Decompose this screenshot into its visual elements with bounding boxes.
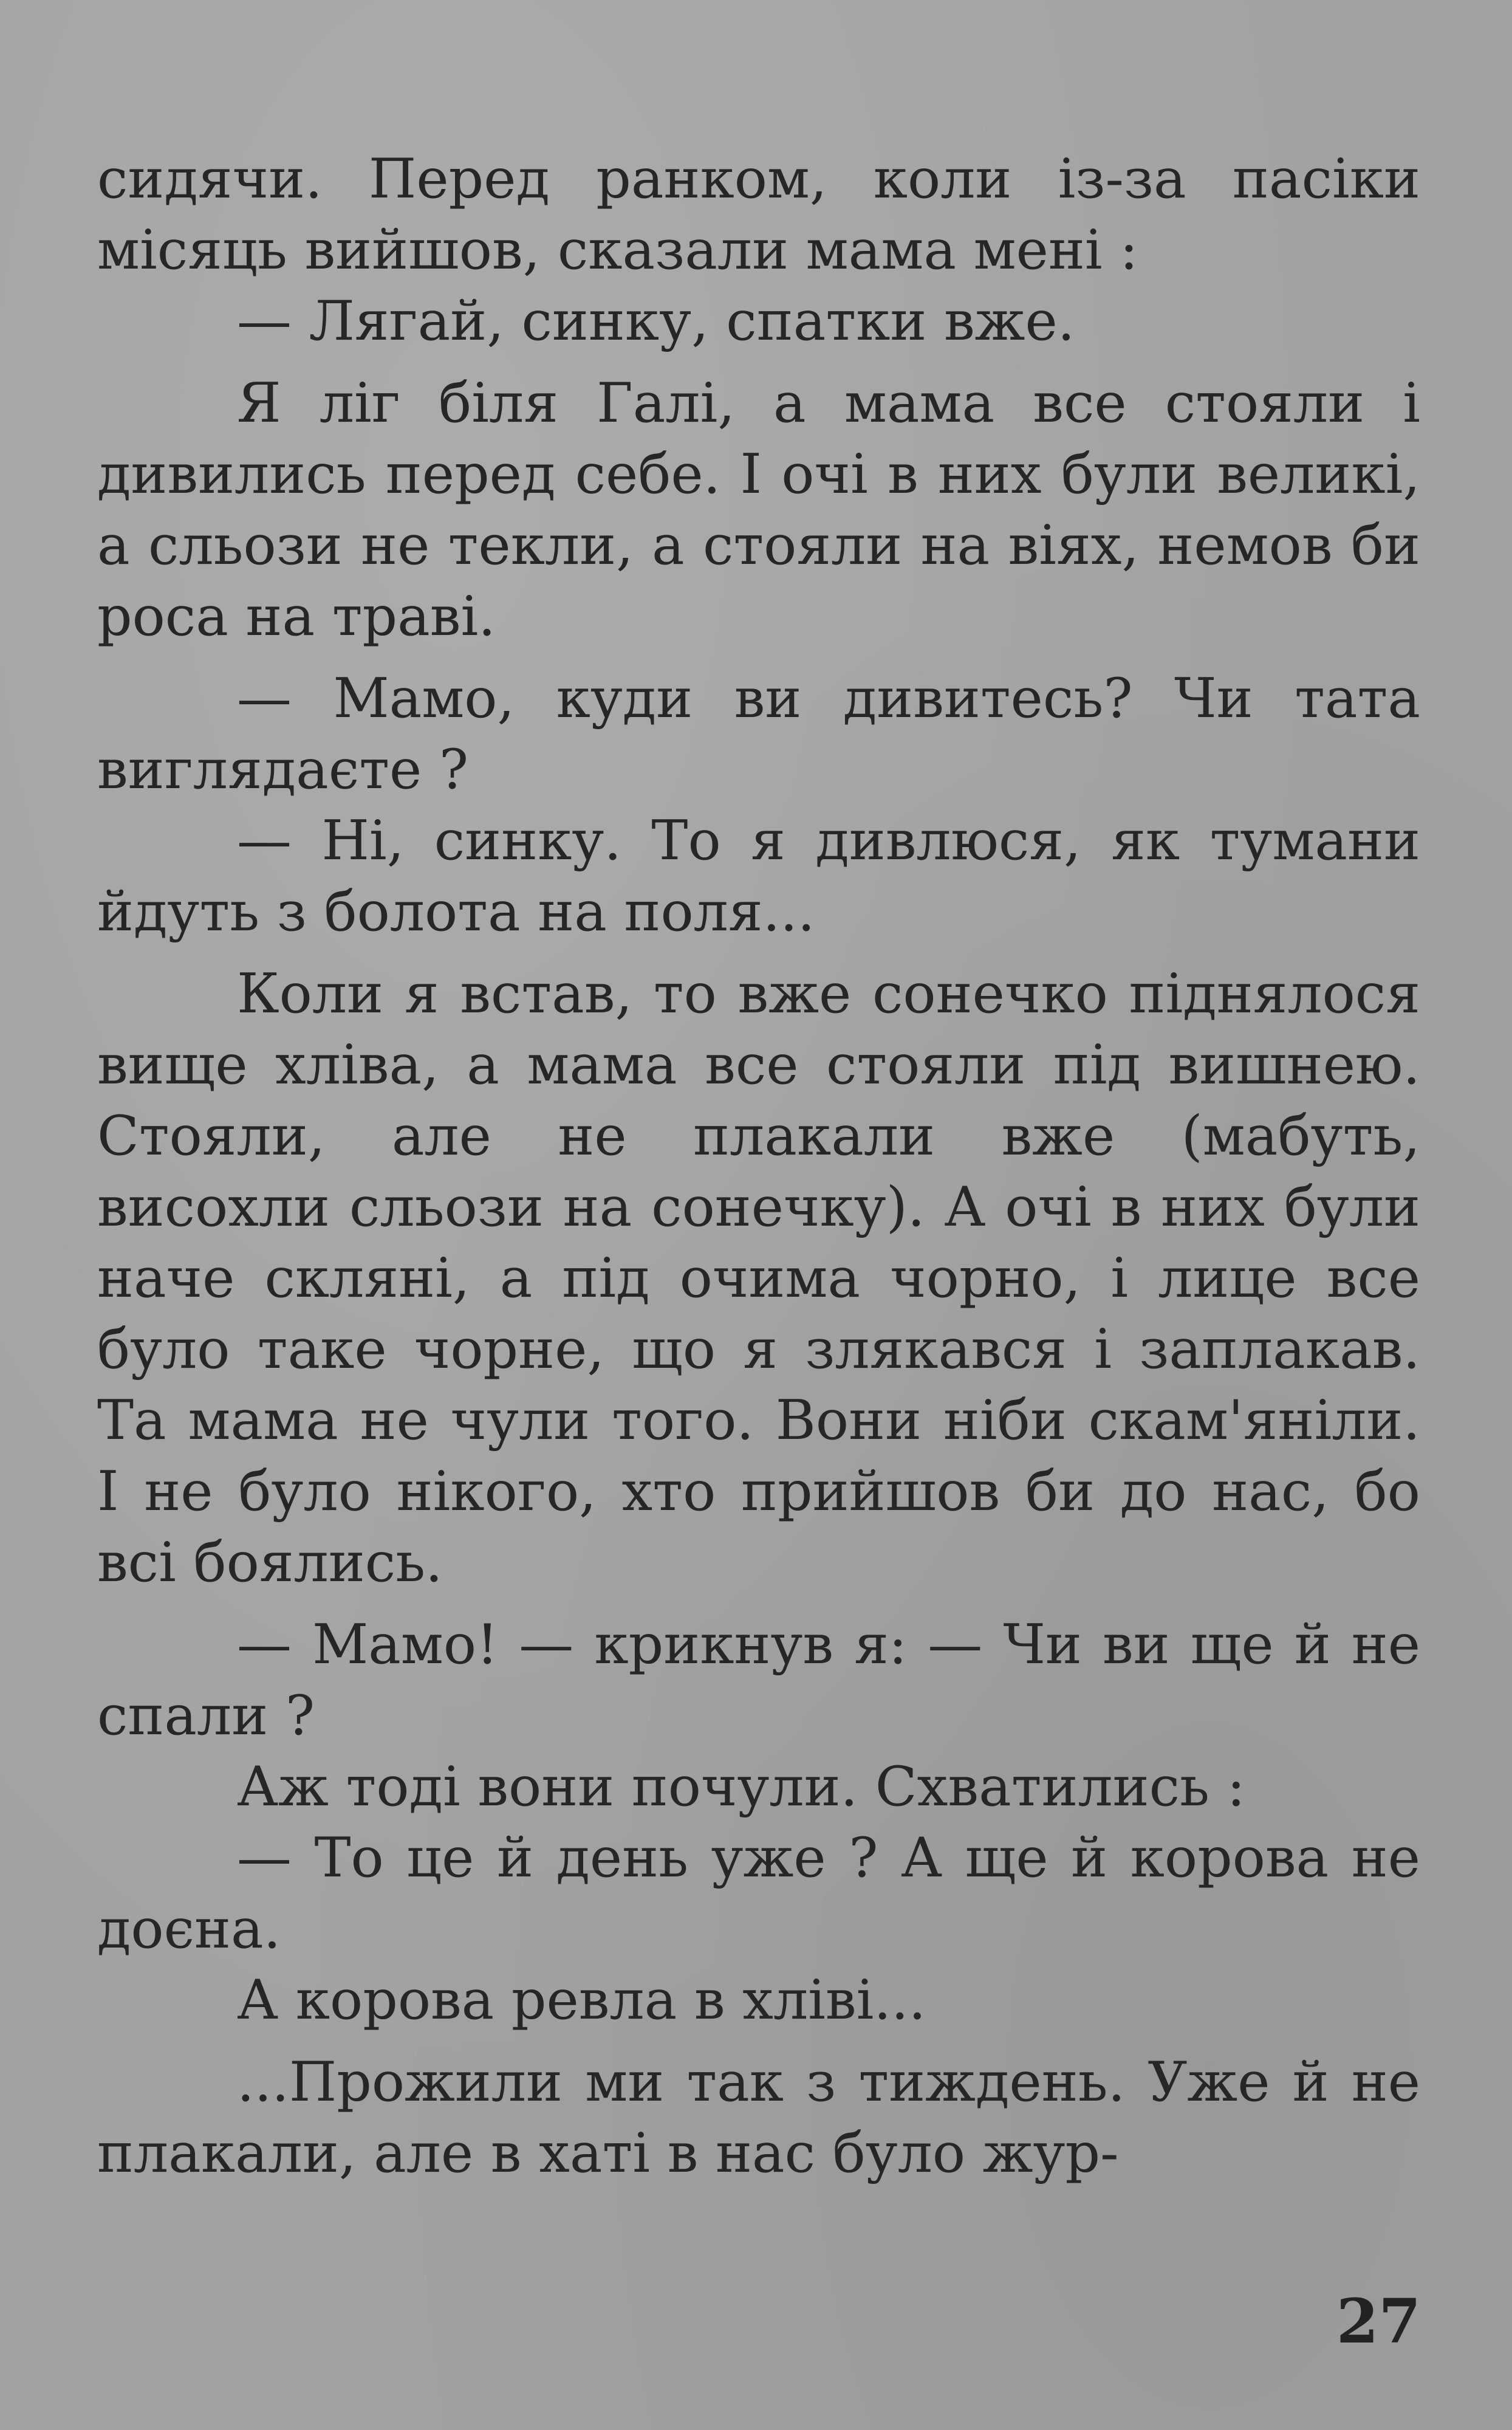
paragraph: — Мамо, куди ви дивитесь? Чи тата виглядаєте ?	[97, 667, 1420, 801]
paragraph: Аж тоді вони почули. Схватились :	[237, 1755, 1245, 1819]
paragraph: — Лягай, синку, спатки вже.	[237, 289, 1075, 353]
paragraph: — Мамо! — крикнув я: — Чи ви ще й не спали ?	[97, 1613, 1420, 1748]
page-text	[97, 143, 1420, 2189]
paragraph: Коли я встав, то вже сонечко піднялося вище хліва, а мама все стояли під вишнею. Стояли, але не плакали вже (мабуть, висохли сльози на сонечку). А очі в них були наче скляні, а під очима чорно, і лице все було таке чорне, що я злякався і заплакав. Та мама не чули того. Вони ніби скам'яніли. І не було нікого, хто прийшов би до нас, бо всі боялись.	[97, 962, 1420, 1594]
paragraph: Я ліг біля Галі, а мама все стояли і дивились перед себе. І очі в них були великі, а сльози не текли, а стояли на віях, немов би роса на траві.	[97, 371, 1420, 648]
paragraph: ...Прожили ми так з тиждень. Уже й не плакали, але в хаті в нас було жур-	[97, 2050, 1420, 2185]
page-number: 27	[1336, 2285, 1421, 2357]
paragraph: — Ні, синку. То я дивлюся, як тумани йдуть з болота на поля...	[97, 809, 1420, 944]
paragraph: А корова ревла в хліві...	[237, 1968, 926, 2032]
paragraph: сидячи. Перед ранком, коли із-за пасіки місяць вийшов, сказали мама мені :	[97, 147, 1420, 282]
paragraph: — То це й день уже ? А ще й корова не доєна.	[97, 1826, 1420, 1961]
